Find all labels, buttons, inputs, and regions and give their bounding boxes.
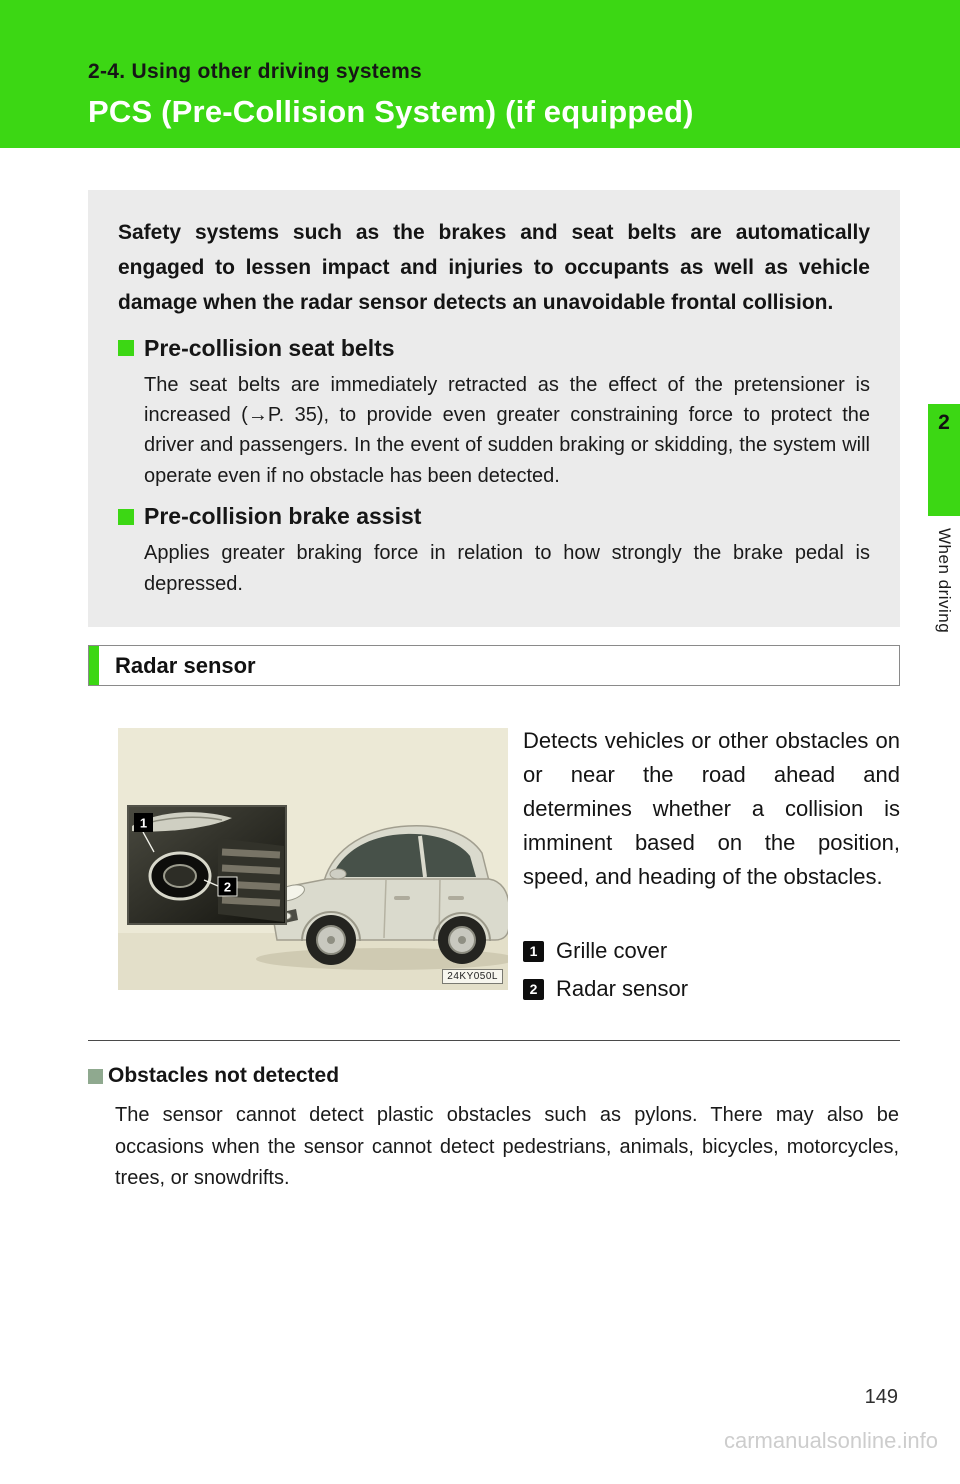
note-square-bullet — [88, 1069, 103, 1084]
radar-description: Detects vehicles or other obstacles on or near the road ahead and determines whether a collision is imminent based on the position, speed, and heading of the obstacles. — [523, 728, 900, 890]
subsection-title: Pre-collision seat belts — [144, 334, 395, 361]
car-front-hub — [327, 936, 335, 944]
legend-item-radar-sensor — [523, 976, 688, 1002]
green-square-bullet — [118, 340, 134, 356]
car-illustration — [118, 728, 508, 990]
radar-sensor-figure — [118, 728, 508, 990]
legend-label: Radar sensor — [556, 976, 689, 1001]
page-number: 149 — [864, 1386, 898, 1408]
legend-number-badge: 2 — [523, 979, 544, 1000]
subsection-heading-seat-belts — [118, 335, 870, 362]
legend-number-badge: 1 — [523, 941, 544, 962]
note-body: The sensor cannot detect plastic obstacles such as pylons. There may also be occasions when the sensor cannot detect pedestrians, animals, bicycles, motorcycles, trees, or snowdrifts. — [115, 1104, 899, 1190]
figure-label-2-number: 2 — [223, 879, 232, 895]
car-door-handle — [448, 896, 464, 900]
figure-legend — [523, 938, 688, 1014]
page-title: PCS (Pre-Collision System) (if equipped) — [88, 94, 694, 129]
note-title: Obstacles not detected — [108, 1064, 340, 1087]
legend-label: Grille cover — [556, 938, 668, 963]
safety-intro: Safety systems such as the brakes and seat belts are automatically engaged to lessen impact and injuries to occupants as well as vehicle damage when the radar sensor detects an unavoidable frontal collision. — [118, 221, 870, 314]
subsection-title: Pre-collision brake assist — [144, 503, 422, 530]
note-heading — [88, 1064, 339, 1088]
figure-label-1-number: 1 — [139, 815, 148, 831]
chapter-header — [0, 0, 960, 148]
section-accent-bar — [89, 646, 99, 685]
section-title: Radar sensor — [115, 653, 256, 678]
grille-inset — [128, 806, 286, 924]
subsection-heading-brake-assist — [118, 503, 870, 530]
brake-assist-body: Applies greater braking force in relation to how strongly the brake pedal is depressed. — [144, 542, 870, 595]
car-door-handle — [394, 896, 410, 900]
seat-belts-body: The seat belts are immediately retracted as the effect of the pretensioner is increased (→P. 35), to provide even greater constraining force to protect the driver and passengers. In the event of sudden braking or skidding, the system will operate even if no obstacle has been detected. — [144, 373, 870, 487]
chapter-tab: 2 — [928, 404, 960, 516]
chapter-label-vertical: When driving — [935, 528, 954, 634]
watermark: carmanualsonline.info — [723, 1428, 938, 1453]
figure-caption: 24KY050L — [442, 969, 503, 984]
car-door-line — [439, 880, 440, 938]
inset-fog-lamp-inner — [164, 865, 196, 887]
green-square-bullet — [118, 509, 134, 525]
chapter-section-title: 2-4. Using other driving systems — [88, 60, 423, 83]
safety-summary-box — [88, 190, 900, 627]
section-divider — [88, 1040, 900, 1041]
car-mirror — [330, 869, 346, 879]
legend-item-grille-cover — [523, 938, 688, 964]
car-rear-hub — [458, 936, 466, 944]
section-header-radar-sensor — [88, 645, 900, 686]
